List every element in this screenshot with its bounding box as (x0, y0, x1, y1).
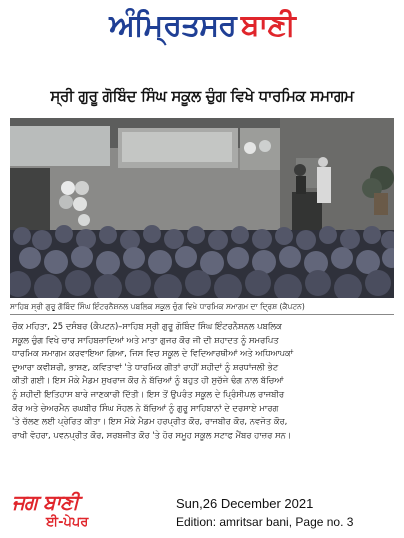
article-body (12, 320, 392, 510)
edition-page: Edition: amritsar bani, Page no. 3 (176, 515, 354, 529)
masthead-title-part1: ਅੰਮ੍ਰਿਤਸਰ (109, 8, 236, 43)
article-line: ਸਕੂਲ ਚੁੰਗ ਵਿਖੇ ਚਾਰ ਸਾਹਿਬਜ਼ਾਦਿਆਂ ਅਤੇ ਮਾਤਾ ਗੁਜਰ ਕੌਰ ਜੀ ਦੀ ਸ਼ਹਾਦਤ ਨੂੰ ਸਮਰਪਿਤ (12, 334, 279, 345)
article-headline: ਸ੍ਰੀ ਗੁਰੂ ਗੋਬਿੰਦ ਸਿੰਘ ਸਕੂਲ ਚੁੰਗ ਵਿਖੇ ਧਾਰਮਿਕ ਸਮਾਗਮ (50, 87, 354, 105)
article-line: ਕੌਰ ਅਤੇ ਚੇਅਰਮੈਨ ਰਘਬੀਰ ਸਿੰਘ ਸੋਹਲ ਨੇ ਬੱਚਿਆਂ ਨੂੰ ਗੁਰੂ ਸਾਹਿਬਾਨਾਂ ਦੇ ਦਰਸਾਏ ਮਾਰਗ (12, 402, 279, 413)
school-event-photo (10, 118, 394, 298)
article-line: ਰਾਖੀ ਵੋਹਰਾ, ਪਵਨਪ੍ਰੀਤ ਕੌਰ, ਸਰਬਜੀਤ ਕੌਰ 'ਤੇ ਹੋਰ ਸਮੂਹ ਸਕੂਲ ਸਟਾਫ ਮੈਂਬਰ ਹਾਜ਼ਰ ਸਨ। (12, 429, 292, 440)
article-line: ਨੂੰ ਸ਼ਹੀਦੀ ਇਤਿਹਾਸ ਬਾਰੇ ਜਾਣਕਾਰੀ ਦਿੱਤੀ। ਇਸ ਤੋਂ ਉਪਰੰਤ ਸਕੂਲ ਦੇ ਪ੍ਰਿੰਸੀਪਲ ਰਾਜਬੀਰ (12, 388, 285, 399)
jagbani-epaper-logo (12, 490, 148, 534)
article-photo (10, 118, 394, 298)
article-line: ਦੁਆਰਾ ਕਵੀਸ਼ਰੀ, ਭਾਸ਼ਣ, ਕਵਿਤਾਵਾਂ 'ਤੇ ਧਾਰਮਿਕ ਗੀਤਾਂ ਰਾਹੀਂ ਸ਼ਹੀਦਾਂ ਨੂੰ ਸ਼ਰਧਾਂਜਲੀ ਭੇਟ (12, 361, 279, 372)
footer-logo-subtitle: ਈ-ਪੇਪਰ (46, 515, 89, 530)
article-line: ਧਾਰਮਿਕ ਸਮਾਗਮ ਕਰਵਾਇਆ ਗਿਆ, ਜਿਸ ਵਿਚ ਸਕੂਲ ਦੇ ਵਿਦਿਆਰਥੀਆਂ ਅਤੇ ਅਧਿਆਪਕਾਂ (12, 348, 294, 359)
masthead-title-part2: ਬਾਣੀ (240, 8, 295, 43)
photo-caption: ਸਾਹਿਬ ਸ੍ਰੀ ਗੁਰੂ ਗੋਬਿੰਦ ਸਿੰਘ ਇੰਟਰਨੈਸ਼ਨਲ ਪਬਲਿਕ ਸਕੂਲ ਚੁੰਗ ਵਿਖੇ ਧਾਰਮਿਕ ਸਮਾਗਮ ਦਾ ਦ੍ਰਿਸ਼ (ਕੈਪਟਨ) (10, 300, 394, 315)
article-line: ਚੌਕ ਮਹਿਤਾ, 25 ਦਸੰਬਰ (ਕੈਪਟਨ)–ਸਾਹਿਬ ਸ੍ਰੀ ਗੁਰੂ ਗੋਬਿੰਦ ਸਿੰਘ ਇੰਟਰਨੈਸ਼ਨਲ ਪਬਲਿਕ (12, 321, 282, 331)
article-line: 'ਤੇ ਚੱਲਣ ਲਈ ਪ੍ਰੇਰਿਤ ਕੀਤਾ। ਇਸ ਮੌਕੇ ਮੈਡਮ ਹਰਪ੍ਰੀਤ ਕੌਰ, ਰਾਜਬੀਰ ਕੌਰ, ਨਵਜੋਤ ਕੌਰ, (12, 416, 288, 427)
newspaper-masthead (0, 6, 404, 46)
footer-logo-title: ਜਗ ਬਾਣੀ (12, 490, 79, 514)
edition-date: Sun,26 December 2021 (176, 496, 314, 511)
article-line: ਕੀਤੀ ਗਈ। ਇਸ ਮੌਕੇ ਮੈਡਮ ਸੁਖਰਾਜ ਕੌਰ ਨੇ ਬੱਚਿਆਂ ਨੂੰ ਬਹੁਤ ਹੀ ਸੁਚੱਜੇ ਢੰਗ ਨਾਲ ਬੱਚਿਆਂ (12, 375, 284, 386)
edition-info (176, 494, 398, 534)
